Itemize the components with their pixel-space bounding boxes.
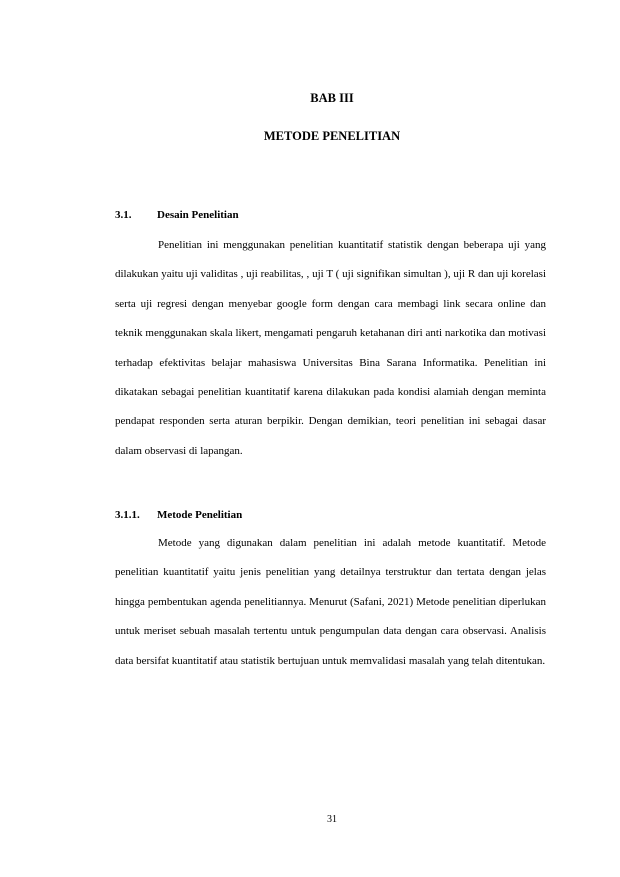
subsection-number: 3.1.1. (115, 509, 140, 521)
subsection-title: Metode Penelitian (157, 509, 243, 521)
section-paragraph: Penelitian ini menggunakan penelitian kuantitatif statistik dengan beberapa uji yang dilakukan yaitu uji validitas , uji reabilitas, , uji T ( uji signifikan simultan ), uji R dan uji korelasi serta uji regresi dengan menyebar google form dengan cara membagi link secara online dan teknik menggunakan skala likert, mengamati pengaruh ketahanan diri anti narkotika dan motivasi terhadap efektivitas belajar mahasiswa Universitas Bina Sarana Informatika. Penelitian ini dikatakan sebagai penelitian kuantitatif karena dilakukan pada kondisi alamiah dengan meminta pendapat responden serta aturan berpikir. Dengan demikian, teori penelitian ini sebagai dasar dalam observasi di lapangan. (115, 239, 546, 457)
section-title: Desain Penelitian (157, 209, 239, 221)
page-number: 31 (327, 814, 337, 825)
subsection-paragraph: Metode yang digunakan dalam penelitian ini adalah metode kuantitatif. Metode penelitian kuantitatif yaitu jenis penelitian yang detailnya terstruktur dan tertata dengan jelas hingga pembentukan agenda penelitiannya. Menurut (Safani, 2021) Metode penelitian diperlukan untuk meriset sebuah masalah tertentu untuk pengumpulan data dengan cara observasi. Analisis data bersifat kuantitatif atau statistik bertujuan untuk memvalidasi masalah yang telah ditentukan. (115, 537, 546, 667)
subsection-heading (115, 509, 242, 521)
chapter-title: METODE PENELITIAN (263, 129, 401, 143)
section-heading (115, 209, 239, 221)
chapter-label: BAB III (310, 91, 354, 105)
section-number: 3.1. (115, 209, 132, 221)
